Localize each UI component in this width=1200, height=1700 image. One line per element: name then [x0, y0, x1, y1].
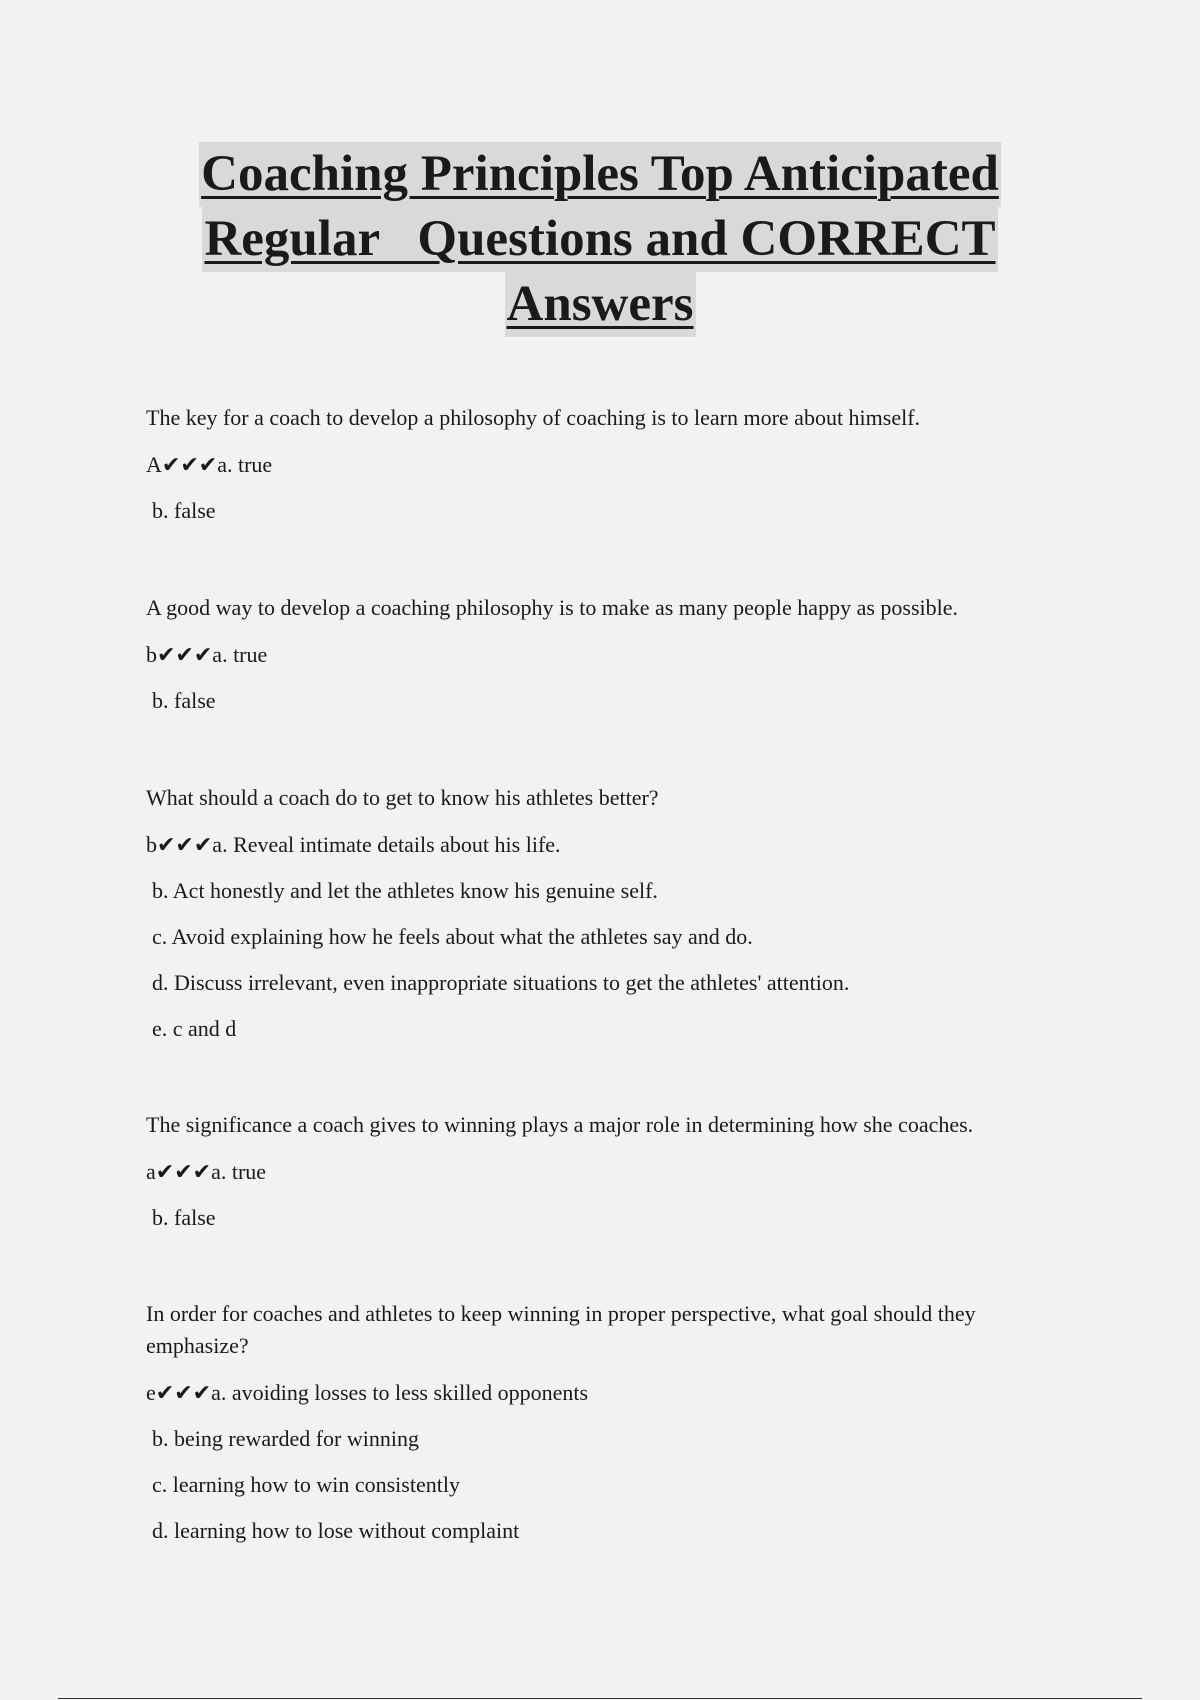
- title-line-3: Answers: [505, 272, 696, 337]
- option-item: b. false: [152, 688, 216, 713]
- option-item: d. learning how to lose without complaint: [152, 1518, 520, 1543]
- option-item: e. c and d: [152, 1016, 237, 1041]
- question-2: [146, 592, 1086, 717]
- question-text: The significance a coach gives to winning plays a major role in determining how she coaches.: [146, 1112, 974, 1137]
- question-4: [146, 1109, 1086, 1234]
- option-item: b. Act honestly and let the athletes know his genuine self.: [152, 878, 658, 903]
- question-5: [146, 1298, 1026, 1547]
- page-footer-rule: [58, 1698, 1142, 1699]
- answer-line: b✔✔✔a. Reveal intimate details about his life.: [146, 832, 561, 857]
- question-text: A good way to develop a coaching philosophy is to make as many people happy as possible.: [146, 595, 959, 620]
- answer-line: A✔✔✔a. true: [146, 452, 273, 477]
- option-item: b. false: [152, 1205, 216, 1230]
- question-3: [146, 782, 1086, 1045]
- question-text: The key for a coach to develop a philosophy of coaching is to learn more about himself.: [146, 405, 921, 430]
- question-1: [146, 402, 1086, 527]
- answer-line: e✔✔✔a. avoiding losses to less skilled opponents: [146, 1380, 589, 1405]
- question-text: In order for coaches and athletes to keep winning in proper perspective, what goal should they emphasize?: [146, 1301, 976, 1358]
- option-item: c. learning how to win consistently: [152, 1472, 460, 1497]
- option-item: d. Discuss irrelevant, even inappropriate situations to get the athletes' attention.: [152, 970, 850, 995]
- title-line-1: Coaching Principles Top Anticipated: [199, 142, 1001, 207]
- option-item: c. Avoid explaining how he feels about what the athletes say and do.: [152, 924, 753, 949]
- question-text: What should a coach do to get to know his athletes better?: [146, 785, 659, 810]
- answer-line: b✔✔✔a. true: [146, 642, 268, 667]
- title-line-2: Regular Questions and CORRECT: [202, 207, 997, 272]
- answer-line: a✔✔✔a. true: [146, 1159, 267, 1184]
- option-item: b. false: [152, 498, 216, 523]
- option-item: b. being rewarded for winning: [152, 1426, 419, 1451]
